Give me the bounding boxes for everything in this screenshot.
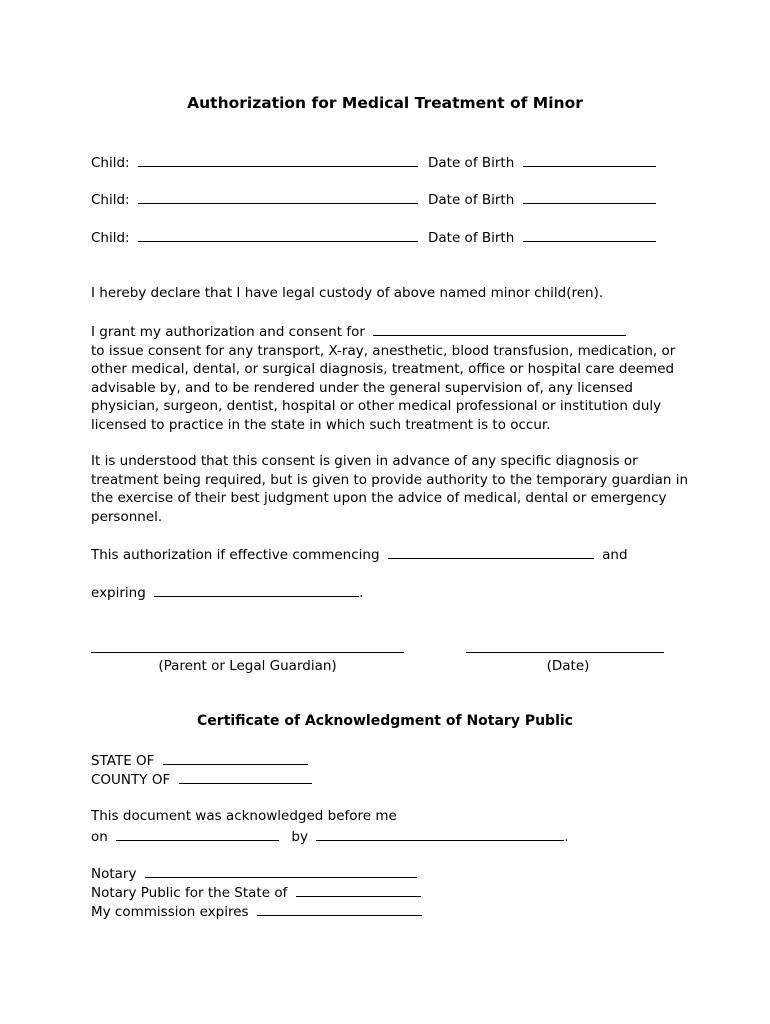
understood-paragraph — [91, 452, 691, 526]
date-caption: (Date) — [546, 658, 590, 674]
on-label: on — [91, 829, 108, 845]
expiring-row — [91, 582, 363, 603]
ack-row: This document was acknowledged before me — [91, 808, 397, 824]
authorized-person-field[interactable] — [373, 321, 626, 336]
state-field[interactable] — [163, 750, 308, 765]
child-label: Child: — [91, 192, 130, 208]
dob-field[interactable] — [523, 189, 656, 204]
state-label: STATE OF — [91, 753, 155, 769]
grant-line: licensed to practice in the state in which such treatment is to occur. — [91, 416, 551, 433]
notary-state-row — [91, 882, 421, 903]
commencing-date-field[interactable] — [388, 544, 594, 559]
commission-row — [91, 901, 422, 922]
dob-label: Date of Birth — [428, 192, 515, 208]
notary-state-label: Notary Public for the State of — [91, 885, 288, 901]
expiring-label: expiring — [91, 585, 146, 601]
dob-field[interactable] — [523, 152, 656, 167]
expiring-date-field[interactable] — [154, 582, 359, 597]
effective-and: and — [602, 547, 628, 563]
grant-line: other medical, dental, or surgical diagnosis, treatment, office or hospital care deemed — [91, 361, 675, 377]
county-row — [91, 769, 312, 790]
child-row-3 — [91, 227, 418, 248]
dob-field[interactable] — [523, 227, 656, 242]
understood-line: treatment being required, but is given to provide authority to the temporary guardian in — [91, 471, 689, 488]
effective-lead: This authorization if effective commencing — [91, 547, 380, 563]
expiring-period: . — [359, 585, 364, 601]
custody-declaration: I hereby declare that I have legal custody of above named minor child(ren). — [91, 285, 604, 301]
dob-label: Date of Birth — [428, 155, 515, 171]
county-field[interactable] — [179, 769, 312, 784]
grant-line: to issue consent for any transport, X-ray, anesthetic, blood transfusion, medication, or — [91, 342, 676, 359]
grant-line: advisable by, and to be rendered under the general supervision of, any licensed — [91, 379, 633, 396]
notary-name-field[interactable] — [145, 863, 417, 878]
notary-section-title: Certificate of Acknowledgment of Notary Public — [197, 713, 573, 729]
notary-label: Notary — [91, 866, 137, 882]
child-label: Child: — [91, 155, 130, 171]
grant-paragraph — [91, 321, 691, 434]
ack-on-row — [91, 826, 569, 847]
child-row-1 — [91, 152, 418, 173]
county-label: COUNTY OF — [91, 772, 171, 788]
ack-period: . — [564, 829, 569, 845]
commission-label: My commission expires — [91, 904, 249, 920]
notary-row — [91, 863, 417, 884]
child-name-field[interactable] — [138, 227, 418, 242]
ack-by-field[interactable] — [316, 826, 564, 841]
notary-state-field[interactable] — [296, 882, 421, 897]
dob-row-3 — [428, 227, 656, 248]
parent-signature-line[interactable] — [91, 652, 404, 653]
understood-line: personnel. — [91, 508, 163, 525]
child-name-field[interactable] — [138, 152, 418, 167]
child-row-2 — [91, 189, 418, 210]
dob-row-1 — [428, 152, 656, 173]
ack-date-field[interactable] — [116, 826, 279, 841]
understood-line: the exercise of their best judgment upon the advice of medical, dental or emergency — [91, 490, 667, 506]
grant-line: physician, surgeon, dentist, hospital or other medical professional or institution duly — [91, 398, 662, 414]
date-signature-line[interactable] — [466, 652, 664, 653]
parent-caption: (Parent or Legal Guardian) — [158, 658, 337, 674]
dob-row-2 — [428, 189, 656, 210]
understood-line: It is understood that this consent is given in advance of any specific diagnosis or — [91, 453, 638, 469]
child-label: Child: — [91, 230, 130, 246]
dob-label: Date of Birth — [428, 230, 515, 246]
commission-date-field[interactable] — [257, 901, 422, 916]
grant-lead: I grant my authorization and consent for — [91, 324, 365, 340]
child-name-field[interactable] — [138, 189, 418, 204]
state-row — [91, 750, 308, 771]
grant-lead-line — [91, 321, 691, 342]
document-title: Authorization for Medical Treatment of Minor — [187, 94, 583, 112]
effective-row — [91, 544, 628, 565]
by-label: by — [291, 829, 308, 845]
